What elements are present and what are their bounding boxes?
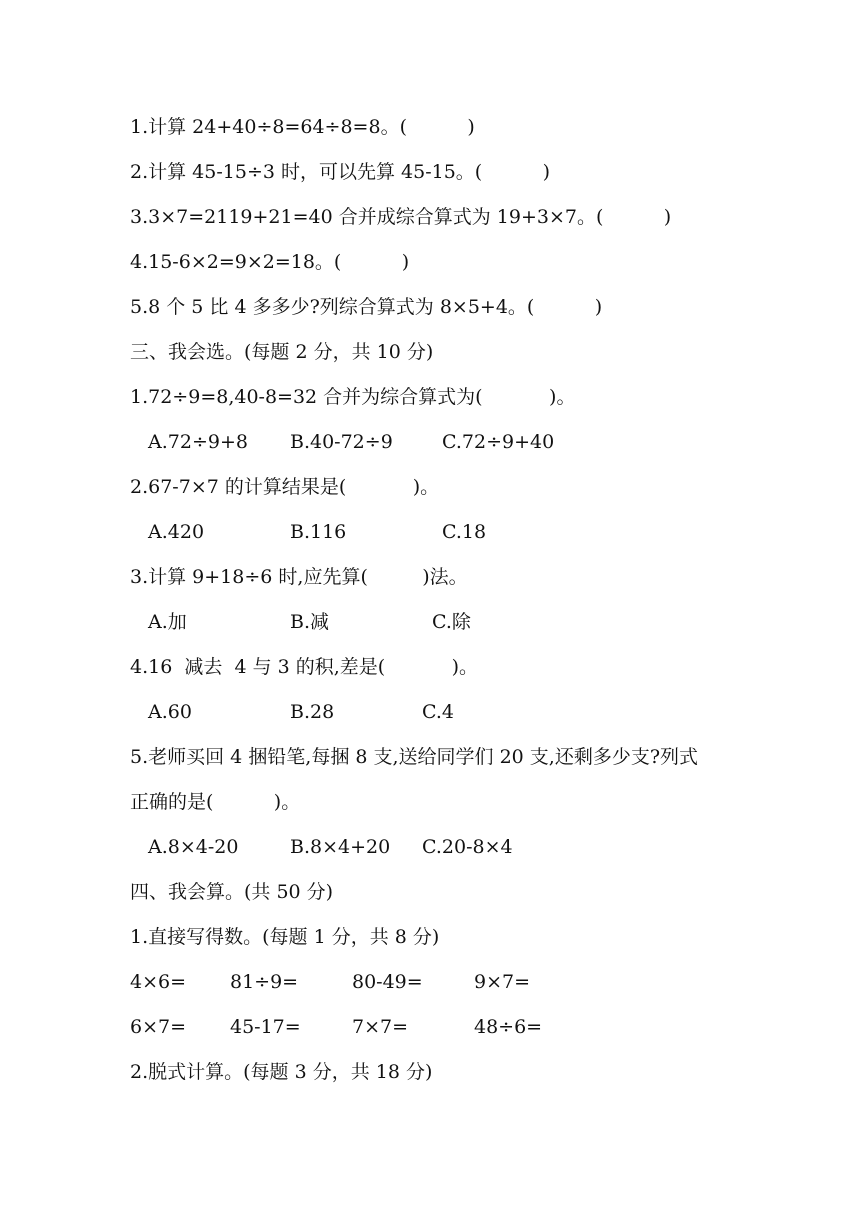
oral-calc-item: 9×7= [474,971,531,993]
section-3-heading: 三、我会选。(每题 2 分，共 10 分) [130,341,434,363]
oral-calc-item: 7×7= [352,1016,409,1038]
choice-question-1-option-a: A.72÷9+8 [148,431,248,453]
choice-question-3-option-b: B.减 [290,611,330,633]
choice-question-4-option-a: A.60 [148,701,192,723]
choice-question-3-option-c: C.除 [432,611,471,633]
choice-question-1-option-b: B.40-72÷9 [290,431,393,453]
choice-question-5-stem: 5.老师买回 4 捆铅笔,每捆 8 支,送给同学们 20 支,还剩多少支?列式 [130,746,699,768]
judge-item-1: 1.计算 24+40÷8=64÷8=8。( ) [130,116,475,138]
judge-item-3: 3.3×7=2119+21=40 合并成综合算式为 19+3×7。( ) [130,206,672,228]
judge-item-4: 4.15-6×2=9×2=18。( ) [130,251,410,273]
oral-calc-item: 80-49= [352,971,423,993]
oral-calc-item: 6×7= [130,1016,187,1038]
choice-question-4-stem: 4.16 减去 4 与 3 的积,差是( )。 [130,656,479,678]
step-calc-title: 2.脱式计算。(每题 3 分，共 18 分) [130,1061,433,1083]
choice-question-5-stem-cont: 正确的是( )。 [130,791,301,813]
oral-calc-title: 1.直接写得数。(每题 1 分，共 8 分) [130,926,440,948]
section-4-heading: 四、我会算。(共 50 分) [130,881,334,903]
choice-question-4-option-c: C.4 [422,701,454,723]
choice-question-2-option-b: B.116 [290,521,347,543]
choice-question-2-option-a: A.420 [148,521,205,543]
choice-question-4-option-b: B.28 [290,701,335,723]
oral-calc-item: 81÷9= [230,971,299,993]
oral-calc-item: 4×6= [130,971,187,993]
choice-question-2-stem: 2.67-7×7 的计算结果是( )。 [130,476,440,498]
choice-question-5-option-b: B.8×4+20 [290,836,391,858]
choice-question-5-option-c: C.20-8×4 [422,836,513,858]
choice-question-1-option-c: C.72÷9+40 [442,431,555,453]
judge-item-5: 5.8 个 5 比 4 多多少?列综合算式为 8×5+4。( ) [130,296,603,318]
oral-calc-item: 45-17= [230,1016,301,1038]
judge-item-2: 2.计算 45-15÷3 时，可以先算 45-15。( ) [130,161,551,183]
choice-question-2-option-c: C.18 [442,521,487,543]
choice-question-3-stem: 3.计算 9+18÷6 时,应先算( )法。 [130,566,468,588]
choice-question-3-option-a: A.加 [148,611,187,633]
choice-question-1-stem: 1.72÷9=8,40-8=32 合并为综合算式为( )。 [130,386,576,408]
oral-calc-item: 48÷6= [474,1016,543,1038]
choice-question-5-option-a: A.8×4-20 [148,836,239,858]
